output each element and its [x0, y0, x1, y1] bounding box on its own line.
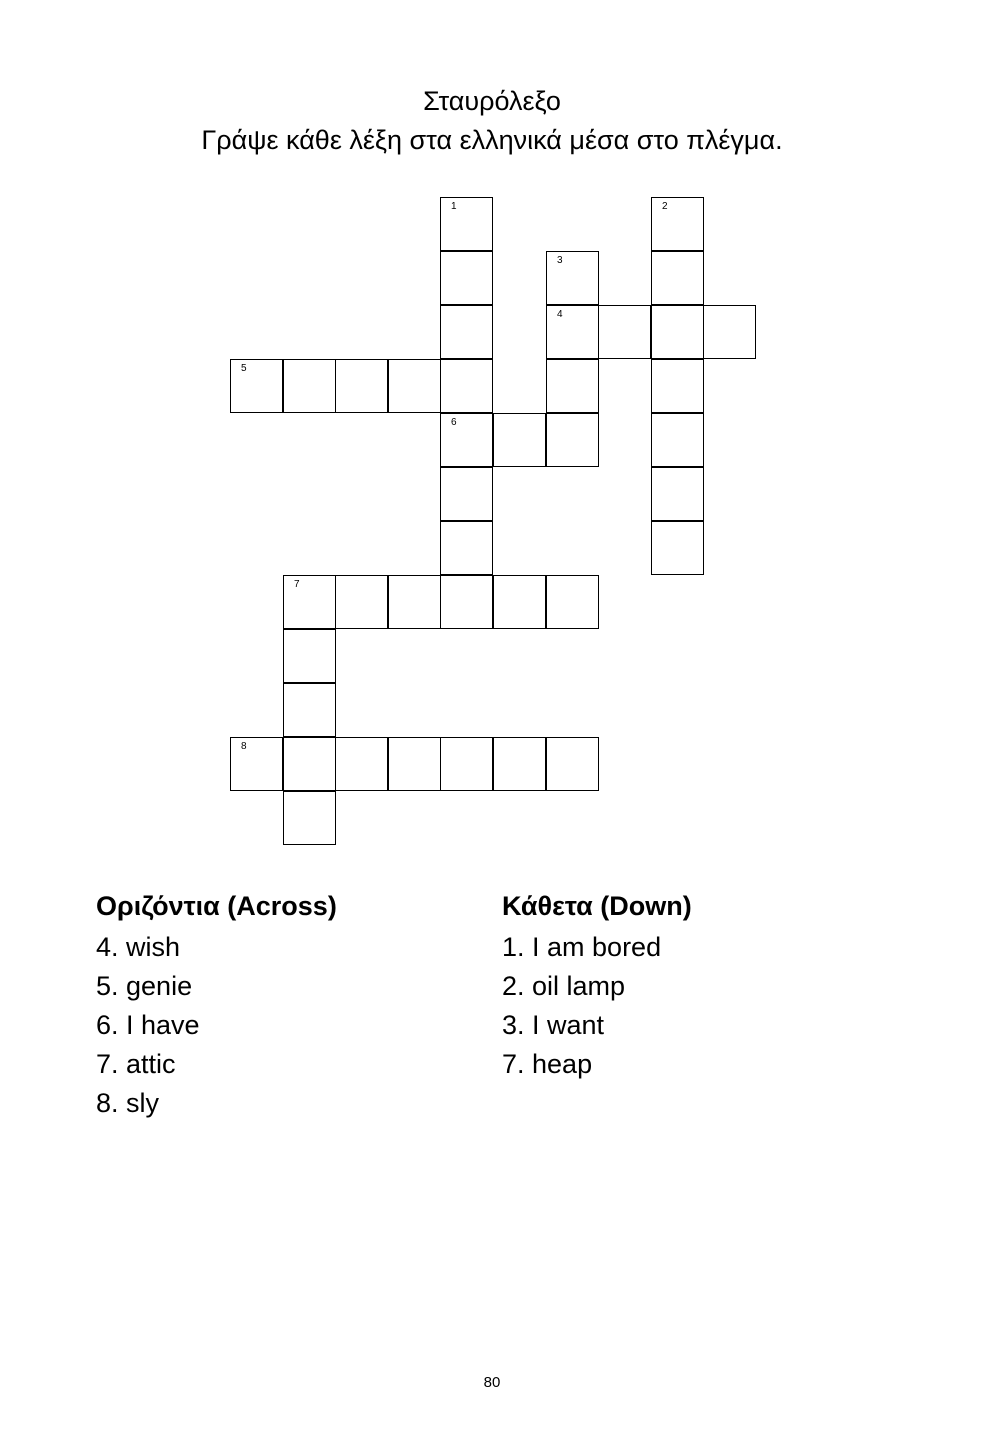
across-heading: Οριζόντια (Across): [96, 891, 337, 921]
crossword-cell[interactable]: [546, 737, 599, 791]
across-clue: 7. attic: [96, 1049, 176, 1079]
clue-number: 2: [662, 201, 668, 212]
crossword-cell[interactable]: [230, 737, 283, 791]
crossword-cell[interactable]: [598, 305, 651, 359]
down-clues: [502, 888, 692, 1084]
crossword-cell[interactable]: [546, 575, 599, 629]
crossword-cell[interactable]: [651, 197, 704, 251]
clue-number: 6: [451, 417, 457, 428]
down-clue: 2. oil lamp: [502, 971, 626, 1001]
across-clues: [96, 888, 337, 1123]
across-clue: 4. wish: [96, 932, 181, 962]
crossword-cell[interactable]: [283, 359, 336, 413]
crossword-cell[interactable]: [283, 737, 336, 791]
down-clue: 7. heap: [502, 1049, 593, 1079]
down-clue: 1. I am bored: [502, 932, 662, 962]
crossword-cell[interactable]: [440, 521, 493, 575]
crossword-cell[interactable]: [335, 737, 388, 791]
crossword-cell[interactable]: [493, 575, 546, 629]
crossword-cell[interactable]: [283, 629, 336, 683]
down-clue: 3. I want: [502, 1010, 605, 1040]
clue-number: 4: [557, 309, 563, 320]
crossword-cell[interactable]: [651, 305, 704, 359]
across-clue: 8. sly: [96, 1088, 160, 1118]
clue-number: 3: [557, 255, 563, 266]
crossword-cell[interactable]: [440, 197, 493, 251]
crossword-cell[interactable]: [651, 413, 704, 467]
crossword-cell[interactable]: [651, 251, 704, 305]
crossword-cell[interactable]: [230, 359, 283, 413]
crossword-cell[interactable]: [493, 737, 546, 791]
crossword-cell[interactable]: [335, 575, 388, 629]
crossword-cell[interactable]: [440, 359, 493, 413]
page-number: 80: [483, 1374, 501, 1391]
crossword-cell[interactable]: [651, 359, 704, 413]
crossword-cell[interactable]: [388, 737, 441, 791]
crossword-cell[interactable]: [440, 575, 493, 629]
across-clue: 5. genie: [96, 971, 193, 1001]
clue-number: 7: [294, 579, 300, 590]
crossword-cell[interactable]: [388, 575, 441, 629]
crossword-cell[interactable]: [283, 683, 336, 737]
crossword-cell[interactable]: [546, 251, 599, 305]
crossword-cell[interactable]: [703, 305, 756, 359]
crossword-cell[interactable]: [388, 359, 441, 413]
crossword-cell[interactable]: [651, 467, 704, 521]
across-clue: 6. I have: [96, 1010, 200, 1040]
instructions: Γράψε κάθε λέξη στα ελληνικά μέσα στο πλέγμα.: [201, 125, 783, 155]
crossword-cell[interactable]: [651, 521, 704, 575]
down-heading: Κάθετα (Down): [502, 891, 692, 921]
clue-number: 5: [241, 363, 247, 374]
crossword-cell[interactable]: [546, 413, 599, 467]
crossword-cell[interactable]: [440, 251, 493, 305]
clue-number: 1: [451, 201, 457, 212]
crossword-cell[interactable]: [440, 467, 493, 521]
clue-number: 8: [241, 741, 247, 752]
crossword-cell[interactable]: [440, 737, 493, 791]
crossword-cell[interactable]: [546, 359, 599, 413]
crossword-cell[interactable]: [283, 791, 336, 845]
crossword-cell[interactable]: [440, 413, 493, 467]
crossword-cell[interactable]: [335, 359, 388, 413]
page-title: Σταυρόλεξο: [423, 86, 561, 116]
crossword-cell[interactable]: [440, 305, 493, 359]
crossword-cell[interactable]: [493, 413, 546, 467]
crossword-cell[interactable]: [546, 305, 599, 359]
crossword-cell[interactable]: [283, 575, 336, 629]
